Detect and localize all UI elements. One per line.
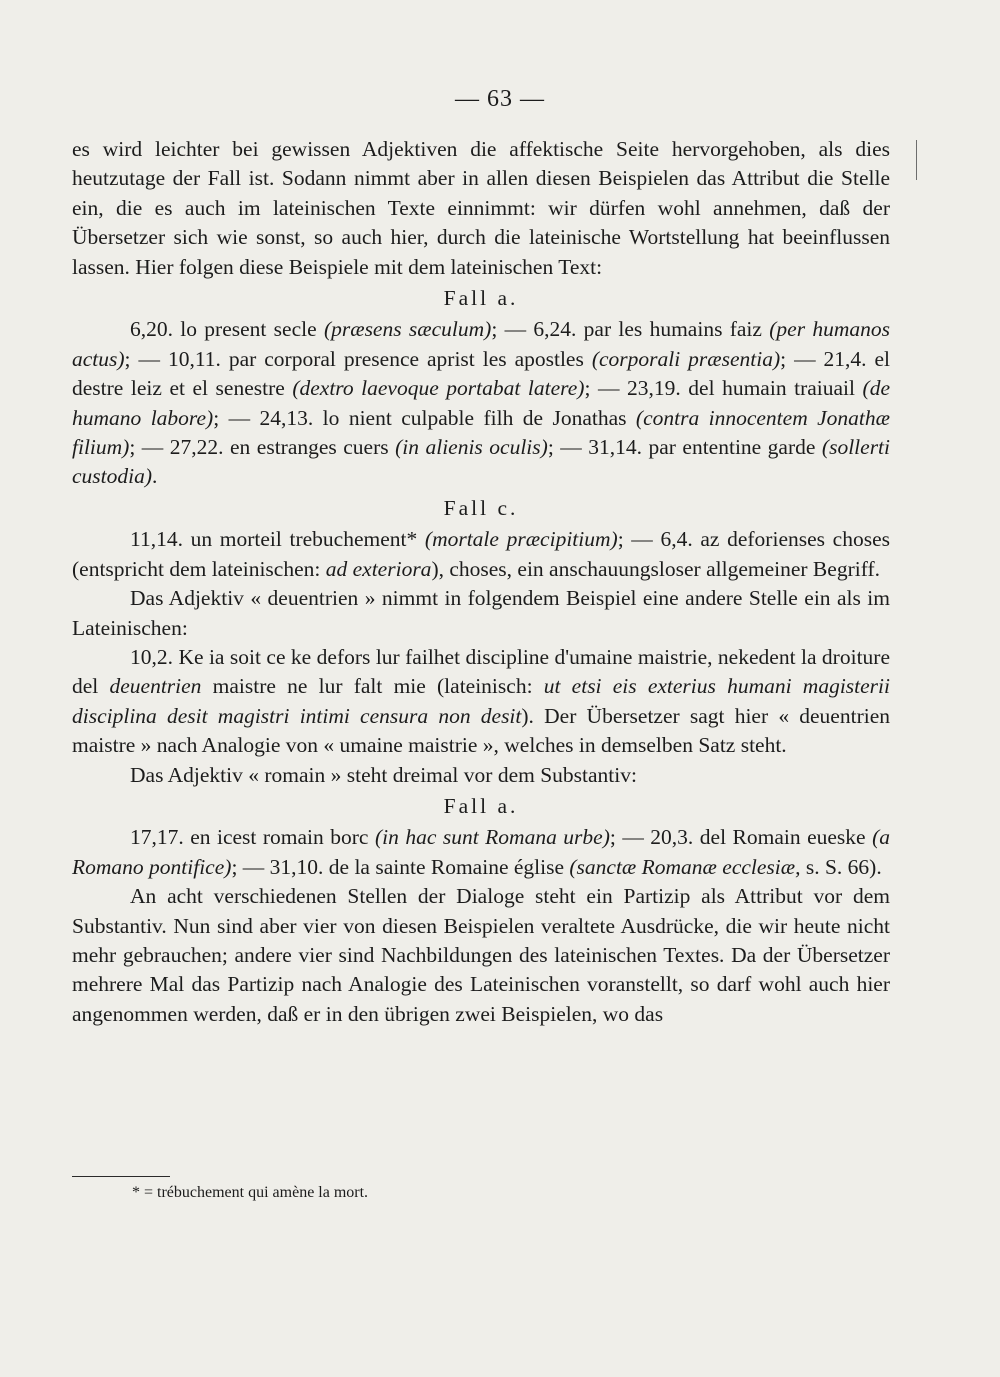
latin-gloss: ut etsi eis exterius humani magisterii disciplina desit magistri intimi censura non desit [72,674,890,728]
paragraph-partizip: An acht verschiedenen Stellen der Dialoge steht ein Partizip als Attribut vor dem Substantiv. Nun sind aber vier von diesen Beispielen veraltete Ausdrücke, die wir heute nicht mehr gebrauchen; andere vier sind Nachbildungen des lateinischen Textes. Da der Übersetzer mehrere Mal das Partizip nach Analogie des Lateinischen voranstellt, so darf wohl auch hier angenommen werden, daß er in den übrigen zwei Beispielen, wo das [72,884,890,1026]
margin-mark [916,140,917,180]
latin-gloss: (in alienis oculis) [395,435,548,460]
latin-gloss: ad exteriora [325,556,432,581]
example-text: ; — 6,24. par les humains faiz [491,317,770,342]
paragraph-deuentrien: Das Adjektiv « deuentrien » nimmt in folgendem Beispiel eine andere Stelle ein als im Lateinischen: [72,586,890,640]
latin-gloss: (a Romano pontifice) [72,825,890,879]
footnote: * = trébuchement qui amène la mort. [132,1184,369,1201]
body-text [72,135,890,1029]
latin-gloss: (sollerti custodia) [72,435,891,489]
example-text: 10,2. Ke ia soit ce ke defors lur failhet discipline d'umaine maistrie, nekedent la droiture del [72,644,890,699]
latin-gloss: (in hac sunt Romana urbe) [374,825,610,850]
example-text: . [152,464,158,489]
section-heading: Fall c. [443,495,519,520]
example-text: s. S. 66). [800,854,882,879]
example-text: ; — 31,10. de la sainte Romaine église [231,854,570,879]
paragraph-romain: Das Adjektiv « romain » steht dreimal vor dem Substantiv: [130,762,637,787]
example-text: ; — 24,13. lo nient culpable filh de Jonathas [213,405,636,430]
example-text: ; — 10,11. par corporal presence aprist les apostles [124,346,592,371]
example-text: ; — 31,14. par ententine garde [547,435,822,460]
emphasis-word: deuentrien [109,674,202,699]
latin-gloss: (sanctæ Romanæ ecclesiæ, [569,854,801,879]
example-text: 6,20. lo present secle [130,317,324,342]
section-heading: Fall a. [443,793,519,818]
latin-gloss: (præsens sæculum) [323,317,492,342]
page-number: — 63 — [455,86,545,112]
example-text: ), choses, ein anschauungsloser allgemeiner Begriff. [431,556,881,581]
latin-gloss: (corporali præsentia) [591,346,781,371]
example-text: ). Der Übersetzer sagt hier « deuentrien maistre » nach Analogie von « umaine maistrie », welches in demselben Satz steht. [72,703,891,758]
section-heading: Fall a. [443,286,519,311]
example-text: ; — 23,19. del humain traiuail [584,376,863,401]
latin-gloss: (mortale præcipitium) [424,527,618,552]
examples-fall-c [72,525,890,584]
latin-gloss: (per humanos actus) [72,317,891,371]
latin-gloss: (contra innocentem Jonathæ filium) [72,405,890,460]
example-text: ; — 6,4. az deforienses choses (entspricht dem lateinischen: [72,527,890,581]
example-text: ; — 20,3. del Romain eueske [609,825,873,850]
example-text: 11,14. un morteil trebuchement* [130,527,425,552]
footnote-divider [72,1176,170,1177]
example-text: ; — 21,4. el destre leiz et el senestre [72,346,891,401]
example-10-2 [72,643,890,761]
example-text: 17,17. en icest romain borc [130,825,375,850]
latin-gloss: (dextro laevoque portabat latere) [292,376,585,401]
examples-romain [72,823,890,882]
example-text: ; — 27,22. en estranges cuers [129,435,396,460]
paragraph-intro: es wird leichter bei gewissen Adjektiven die affektische Seite hervorgehoben, als dies heutzutage der Fall ist. Sodann nimmt aber in allen diesen Beispielen das Attribut die Stelle ein, die es auch im lateinischen Texte einnimmt: wir dürfen wohl annehmen, daß der Übersetzer sich wie sonst, so auch hier, durch die lateinische Wortstellung hat beeinflussen lassen. Hier folgen diese Beispiele mit dem lateinischen Text: [72,137,890,279]
latin-gloss: (de humano labore) [72,376,890,430]
examples-fall-a [72,315,890,491]
example-text: maistre ne lur falt mie (lateinisch: [201,674,544,699]
